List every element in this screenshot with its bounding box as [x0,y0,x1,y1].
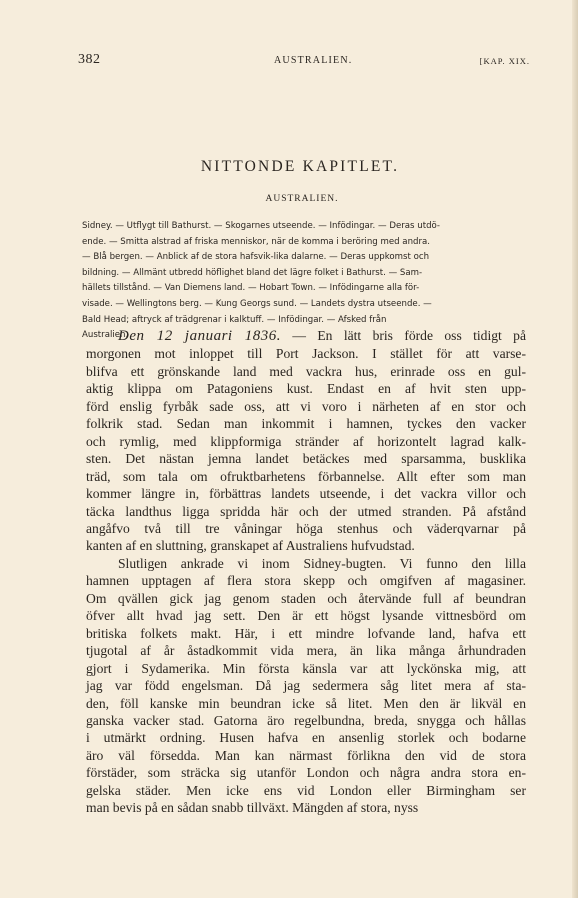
paragraph-line: Om qvällen gick jag genom staden och återvände full af beundran [86,590,526,606]
page-edge [572,0,578,898]
summary-line: hällets tillstånd. — Van Diemens land. — Hobart Town. — Infödingarne alla för- [82,283,420,294]
body-text [86,327,526,817]
chapter-title: NITTONDE KAPITLET. [200,158,400,175]
paragraph-line: och rymlig, med klippformiga stränder af horizontelt lagrad kalk- [86,433,526,449]
summary-text [82,219,526,344]
paragraph-line: täcka landthus ligga spridda här och der utmed stranden. På afstånd [86,503,526,519]
paragraph [86,555,526,817]
paragraph-line: Slutligen ankrade vi inom Sidney-bugten. Vi funno den lilla [118,555,526,571]
paragraph-line: morgonen mot inloppet till Port Jackson. I stället för att varse- [86,346,526,362]
paragraph-line: öfver allt hvad jag sett. Den är ett högst lysande vittnesbörd om [86,608,526,624]
paragraph-line: träd, som tala om ofruktbarhetens förbannelse. Allt efter som man [86,468,526,484]
summary-line: visade. — Wellingtons berg. — Kung Georgs sund. — Landets dystra utseende. — [82,298,432,309]
paragraph-line: förstäder, som sträcka sig utanför London och några andra stora en- [86,765,526,781]
paragraph-line: jag var född engelsman. Då jag sedermera såg litet mera af sta- [86,678,526,694]
paragraph-line: man bevis på en sådan snabb tillväxt. Mängden af stora, nyss [86,800,419,816]
summary-line: — Blå bergen. — Anblick af de stora hafsvik-lika dalarne. — Deras uppkomst och [82,252,430,263]
paragraph-line: sten. Det nästan jemna landet betäckes med sparsamma, busklika [86,451,526,467]
paragraph-line: förd enslig fyrbåk sade oss, att vi voro i närheten af en stor och [86,398,526,414]
paragraph-line: blifva ett grönskande land med vackra hus, erinrade oss en gul- [86,363,526,379]
paragraph-line: gjort i Sydamerika. Min första känsla var att lyckönska mig, att [86,660,526,676]
paragraph [86,327,526,555]
paragraph-line: i utmärkt ordning. Husen hafva en ansenlig storlek och bodarne [86,730,526,746]
paragraph-line: folkrik stad. Sedan man inkommit i hamnen, tyckes den vacker [86,416,526,432]
running-header [78,52,538,68]
summary-line: bildning. — Allmänt utbredd höflighet bland det lägre folket i Bathurst. — Sam- [82,267,423,278]
chapter-subtitle: AUSTRALIEN. [265,194,339,204]
chapter-summary [82,219,526,344]
summary-line: ende. — Smitta alstrad af friska menniskor, när de komma i beröring med andra. [82,236,430,247]
summary-line: Bald Head; aftryck af trädgrenar i kalktuff. — Infödingar. — Afsked från [82,314,387,325]
paragraph-line: angåfvo två till tre våningar höga stenhus och väderqvarnar på [86,520,526,536]
paragraph-line: kommer längre in, förbättras landets utseende, i det vackra villor och [86,486,526,502]
running-title: AUSTRALIEN. [274,55,353,66]
paragraph-line: gelska städer. Men icke ens vid London eller Birmingham ser [86,782,526,798]
paragraph-line: tjugotal af år åstadkommit vida mera, än lika många århundraden [86,643,526,659]
paragraph-line: britiska folkets makt. Här, i ett mindre lofvande land, hafva ett [86,625,526,641]
date-heading: Den 12 januari 1836. [118,328,282,344]
paragraph-line [86,327,526,345]
page-number: 382 [78,52,101,67]
paragraph-line: äro väl försedda. Man kan närmast förlikna den vid de stora [86,747,526,763]
summary-line: Sidney. — Utflygt till Bathurst. — Skogarnes utseende. — Infödingar. — Deras utdö- [82,221,441,231]
summary-line: Australien. [82,330,129,341]
chapter-reference: [KAP. XIX. [479,56,530,66]
paragraph-line-text: — En lätt bris förde oss tidigt på [281,328,526,343]
paragraph-line: kanten af en sluttning, granskapet af Australiens hufvudstad. [86,538,415,554]
paragraph-line: aktig klippa om Patagoniens kust. Endast en af hvit sten upp- [86,381,526,397]
paragraph-line: hamnen upptagen af flera stora skepp och omgifven af magasiner. [86,573,526,589]
paragraph-line: ganska vacker stad. Gatorna äro regelbundna, breda, snygga och hållas [86,712,526,728]
paragraph-line: den, föll kanske min beundran icke så litet. Men den är likväl en [86,695,526,711]
